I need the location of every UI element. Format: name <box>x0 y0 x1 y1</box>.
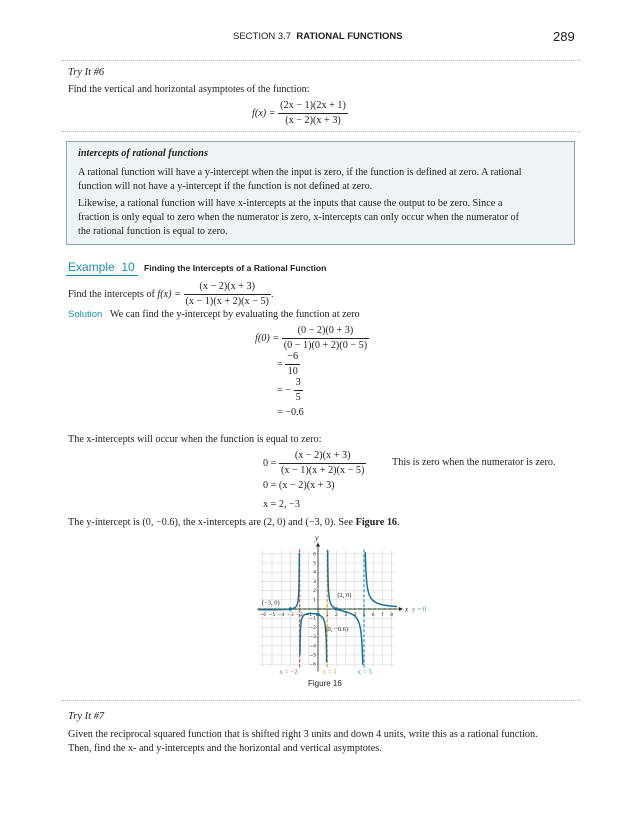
y-tick-label: 2 <box>313 589 316 595</box>
y-tick-label: 3 <box>313 579 316 585</box>
y-tick-label: 1 <box>313 598 316 604</box>
equation-lhs: 0 = <box>263 457 277 469</box>
figure-caption: Figure 16 <box>308 679 342 688</box>
solution-label: Solution <box>68 309 103 320</box>
denominator: 5 <box>295 392 301 403</box>
equation-lhs: f(x) = <box>157 288 181 300</box>
axes <box>257 542 403 671</box>
try-it-7-line: Given the reciprocal squared function that is shifted right 3 units and down 4 units, write this as a rational function. <box>68 729 538 740</box>
point-label: (2, 0) <box>337 592 352 600</box>
x-tick-label: 2 <box>334 613 338 618</box>
definition-title: intercepts of rational functions <box>78 148 208 159</box>
denominator: (0 − 1)(0 + 2)(0 − 5) <box>283 340 368 351</box>
denominator: (x − 2)(x + 3) <box>285 115 341 126</box>
zero-step-3: x = 2, −3 <box>263 499 300 510</box>
x-tick-label: −5 <box>268 613 276 618</box>
divider <box>62 131 580 132</box>
zero-step-2: 0 = (x − 2)(x + 3) <box>263 480 335 491</box>
fraction <box>294 377 303 404</box>
x-tick-label: −4 <box>277 613 285 618</box>
divider <box>62 700 580 701</box>
y-tick-label: −1 <box>309 616 316 622</box>
x-tick-label: −6 <box>259 613 267 618</box>
solution-line <box>68 309 360 320</box>
try-it-6-label: Try It #6 <box>68 67 105 78</box>
definition-text: Likewise, a rational function will have x-intercepts at the inputs that cause the output to be zero. Since a <box>78 198 503 209</box>
numerator: (0 − 2)(0 + 3) <box>282 325 369 339</box>
point-label: (0, −0.6) <box>325 626 348 634</box>
x-tick-label: 3 <box>344 613 348 618</box>
curve-branch-right <box>365 552 397 606</box>
eval-step-2: = $\frac{-6}{10}$ <box>277 351 299 377</box>
horizontal-asymptote-label: y = 0 <box>411 605 427 614</box>
y-tick-label: 6 <box>313 552 316 558</box>
eval-step-3: = − $\frac{3}{5}$ <box>277 377 301 403</box>
definition-text: fraction is only equal to zero when the numerator is zero, x-intercepts can only occur when the numerator of <box>78 212 520 223</box>
fraction <box>184 281 271 308</box>
page-number: 289 <box>553 29 575 44</box>
intercept-point <box>335 607 339 611</box>
conclusion-text <box>68 517 400 528</box>
zero-step-1 <box>263 450 366 477</box>
equation-lhs: f(x) = <box>252 107 276 119</box>
eval-step-1 <box>255 325 369 352</box>
solution-text: We can find the y-intercept by evaluating the function at zero <box>109 309 360 320</box>
definition-text: the rational function is equal to zero. <box>78 226 228 237</box>
figure-reference[interactable]: Figure 16 <box>355 517 398 528</box>
curve-branch-middle-right <box>325 550 363 665</box>
numerator: −6 <box>285 351 300 365</box>
x-tick-label: 5 <box>362 613 366 618</box>
try-it-6-equation <box>252 100 348 127</box>
y-tick-label: −4 <box>309 644 316 650</box>
x-axis-label: x <box>404 605 409 614</box>
vertical-asymptote-label: x = 5 <box>357 668 373 677</box>
y-tick-label: −2 <box>309 625 316 631</box>
running-header <box>0 31 630 45</box>
curves <box>258 550 397 665</box>
x-tick-label: 7 <box>380 613 384 618</box>
x-tick-label: 6 <box>371 613 375 618</box>
figure-16-graph <box>240 532 427 677</box>
numerator: (x − 2)(x + 3) <box>279 450 366 464</box>
try-it-7-line: Then, find the x- and y-intercepts and the horizontal and vertical asymptotes. <box>68 743 382 754</box>
graph-labels <box>262 533 427 676</box>
y-tick-label: −5 <box>309 653 316 659</box>
fraction <box>285 351 300 378</box>
example-heading <box>68 260 135 274</box>
try-it-7-label: Try It #7 <box>68 711 105 722</box>
y-tick-label: −3 <box>309 635 316 641</box>
fraction <box>279 450 366 477</box>
x-tick-label: 1 <box>325 613 329 618</box>
example-number: 10 <box>121 260 135 274</box>
x-tick-label: −2 <box>296 613 303 618</box>
fraction <box>278 100 348 127</box>
y-axis-arrow <box>316 542 320 546</box>
section-title: RATIONAL FUNCTIONS <box>296 31 403 42</box>
denominator: (x − 1)(x + 2)(x − 5) <box>280 465 365 476</box>
try-it-6-prompt: Find the vertical and horizontal asymptotes of the function: <box>68 84 310 95</box>
equation-lhs: f(0) = <box>255 332 280 344</box>
x-tick-label: −1 <box>305 613 313 618</box>
x-axis-arrow <box>399 607 403 611</box>
denominator: (x − 1)(x + 2)(x − 5) <box>185 296 269 307</box>
y-tick-label: −6 <box>309 662 316 668</box>
conclusion-body: The y-intercept is (0, −0.6), the x-intercepts are (2, 0) and (−3, 0). See <box>68 517 354 528</box>
y-tick-label: 5 <box>313 561 316 567</box>
y-tick-label: 4 <box>313 570 316 576</box>
denominator: 10 <box>287 366 298 377</box>
definition-text: A rational function will have a y-intercept when the input is zero, if the function is defined at zero. A rational <box>78 167 522 178</box>
header-rule <box>62 60 580 61</box>
x-tick-label: 4 <box>353 613 357 618</box>
definition-box <box>66 141 575 245</box>
example-label: Example <box>68 260 115 274</box>
prompt-text: Find the intercepts of <box>68 288 155 300</box>
x-tick-label: 8 <box>390 613 394 618</box>
section-number: SECTION 3.7 <box>233 31 292 42</box>
eval-step-4: = −0.6 <box>277 407 304 418</box>
point-label: (−3, 0) <box>261 599 280 607</box>
fraction <box>282 325 369 352</box>
numerator: (x − 2)(x + 3) <box>184 281 271 295</box>
example-title: Finding the Intercepts of a Rational Function <box>144 263 327 273</box>
example-prompt: Find the intercepts of f(x) = $\frac{(x - 2)(x + 3)}{(x - 1)(x + 2)(x - 5)}$ . <box>68 281 274 307</box>
vertical-asymptote-label: x = −2 <box>279 668 298 677</box>
vertical-asymptote-label: x = 1 <box>322 668 338 677</box>
zero-note: This is zero when the numerator is zero. <box>392 457 556 468</box>
intercept-point <box>289 607 293 611</box>
x-tick-label: −3 <box>287 613 294 618</box>
intercept-point <box>316 613 320 617</box>
y-axis-label: y <box>315 533 319 543</box>
example-underline <box>66 275 138 276</box>
numerator: 3 <box>294 377 303 391</box>
numerator: (2x − 1)(2x + 1) <box>278 100 348 114</box>
conclusion-period: . <box>397 517 400 528</box>
definition-text: function will not have a y-intercept if the function is not defined at zero. <box>78 181 373 192</box>
x-intercept-text: The x-intercepts will occur when the function is equal to zero: <box>68 434 322 445</box>
